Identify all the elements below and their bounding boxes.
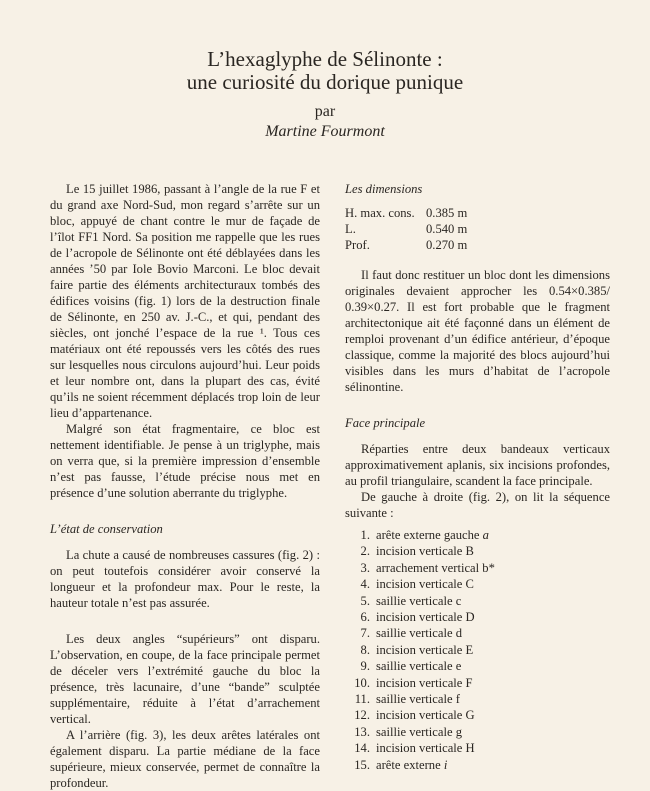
list-item-text: incision verticale E <box>376 642 474 657</box>
paragraph: La chute a causé de nombreuses cassures (fig. 2) : on peut toutefois considérer avoir conservé la longueur et la profondeur max. Pour le reste, la hauteur totale n’est pas assurée. <box>50 548 320 610</box>
list-item-text: arête externe gauche a <box>376 528 489 542</box>
list-item-number: 12. <box>354 708 370 723</box>
list-item-text: incision verticale F <box>376 675 473 690</box>
list-item-text: arête externe i <box>376 757 448 772</box>
dimension-value: 0.540 m <box>426 222 468 236</box>
dimension-row <box>345 221 467 237</box>
list-item-text: saillie verticale g <box>376 724 463 739</box>
list-item <box>345 642 610 658</box>
list-item <box>345 658 610 674</box>
article-title: L’hexaglyphe de Sélinonte : <box>207 47 443 71</box>
list-item-text: incision verticale B <box>376 544 474 559</box>
paragraph: Le 15 juillet 1986, passant à l’angle de la rue F et du grand axe Nord-Sud, mon regard s’arrête sur un bloc, appuyé de chant contre le mur de façade de l’îlot FF1 Nord. Sa position me rappelle que les rues de l’acropole de Sélinonte ont été déblayées dans les années ’50 par Iole Bovio Marconi. Le bloc devait faire partie des éléments architecturaux tombés des édifices voisins (fig. 1) lors de la destruction finale de Sélinonte, en 250 av. J.-C., et qui, pendant des siècles, ont jonché l’espace de la rue ¹. Tous ces matériaux ont été repoussés vers les côtés des rues sur lesquelles nous circulons aujourd’hui. Leur poids et leur nombre ont, dans la plupart des cas, évité qu’ils ne soient récemment déplacés trop loin de leur lieu d’appartenance. <box>50 182 320 420</box>
article-subtitle: une curiosité du dorique punique <box>186 70 464 94</box>
list-item-number: 14. <box>354 741 370 756</box>
list-item <box>345 625 610 641</box>
list-item-number: 11. <box>354 692 370 707</box>
list-item-text: incision verticale H <box>376 741 475 756</box>
list-item-number: 3. <box>360 560 370 575</box>
list-item-number: 4. <box>360 577 370 592</box>
dimension-label: H. max. cons. <box>345 206 415 220</box>
list-item-text: saillie verticale c <box>376 593 462 608</box>
paragraph: De gauche à droite (fig. 2), on lit la séquence suivante : <box>345 490 610 520</box>
list-item-text: saillie verticale f <box>376 692 460 707</box>
dimension-row <box>345 205 467 221</box>
list-item <box>345 691 610 707</box>
list-item-number: 1. <box>360 528 370 542</box>
section-heading-face: Face principale <box>345 416 426 430</box>
list-item <box>345 707 610 723</box>
list-item-text: incision verticale D <box>376 610 475 625</box>
dimension-label: Prof. <box>345 238 370 252</box>
sequence-list <box>345 527 610 773</box>
paragraph: Il faut donc restituer un bloc dont les dimensions originales devaient approcher les 0.54×0.385/ 0.39×0.27. Il est fort probable que le fragment architectonique ait été façonné dans un élément de remploi provenant d’un édifice antérieur, d’époque classique, comme la majorité des blocs aujourd’hui visibles dans les murs d’habitat de l’acropole sélinontine. <box>345 268 610 394</box>
list-item <box>345 576 610 592</box>
section-heading-conservation: L’état de conservation <box>50 522 163 536</box>
list-item <box>345 593 610 609</box>
list-item-number: 2. <box>360 544 370 559</box>
list-item-text: arrachement vertical b* <box>376 560 495 575</box>
list-item-number: 8. <box>360 642 370 657</box>
right-column <box>345 181 610 773</box>
dimensions-table <box>345 205 467 253</box>
dimension-label: L. <box>345 222 356 236</box>
dimension-value: 0.270 m <box>426 238 468 252</box>
paragraph: Malgré son état fragmentaire, ce bloc est nettement identifiable. Je pense à un triglyphe, mais on verra que, si la première impression d’ensemble n’est pas fausse, l’étude précise nous met en présence d’une solution aberrante du triglyphe. <box>50 422 320 500</box>
list-item-number: 6. <box>360 610 370 625</box>
list-item <box>345 757 610 773</box>
list-item-text: incision verticale G <box>376 708 475 723</box>
paragraph: Les deux angles “supérieurs” ont disparu. L’observation, en coupe, de la face principale permet de déceler vers l’extrémité gauche du bloc la présence, très lacunaire, d’une “bande” sculptée supplémentaire, réduite à l’état d’arrachement vertical. <box>50 632 320 726</box>
list-item <box>345 675 610 691</box>
list-item <box>345 527 610 543</box>
list-item-number: 9. <box>360 659 370 674</box>
article-header <box>0 48 650 141</box>
list-item-number: 13. <box>354 724 370 739</box>
list-item-text: saillie verticale e <box>376 659 462 674</box>
list-item <box>345 560 610 576</box>
section-heading-dimensions: Les dimensions <box>345 182 423 196</box>
dimension-value: 0.385 m <box>426 206 468 220</box>
paragraph: A l’arrière (fig. 3), les deux arêtes latérales ont également disparu. La partie médiane de la face supérieure, mieux conservée, permet de connaître la profondeur. <box>50 728 320 790</box>
list-item-mark: i <box>440 757 448 772</box>
list-item-number: 5. <box>360 593 370 608</box>
list-item <box>345 740 610 756</box>
list-item-text: incision verticale C <box>376 577 474 592</box>
list-item-text: saillie verticale d <box>376 626 463 641</box>
paragraph: Réparties entre deux bandeaux verticaux approximativement aplanis, six incisions profondes, au profil triangulaire, scandent la face principale. <box>345 442 610 488</box>
byline-par: par <box>314 103 336 120</box>
list-item-mark: a <box>479 528 489 542</box>
list-item-number: 15. <box>354 757 370 772</box>
list-item <box>345 543 610 559</box>
list-item <box>345 724 610 740</box>
left-column <box>50 181 320 791</box>
author-name: Martine Fourmont <box>265 123 385 140</box>
list-item-number: 10. <box>354 675 370 690</box>
list-item-number: 7. <box>360 626 370 641</box>
list-item <box>345 609 610 625</box>
dimension-row <box>345 237 467 253</box>
